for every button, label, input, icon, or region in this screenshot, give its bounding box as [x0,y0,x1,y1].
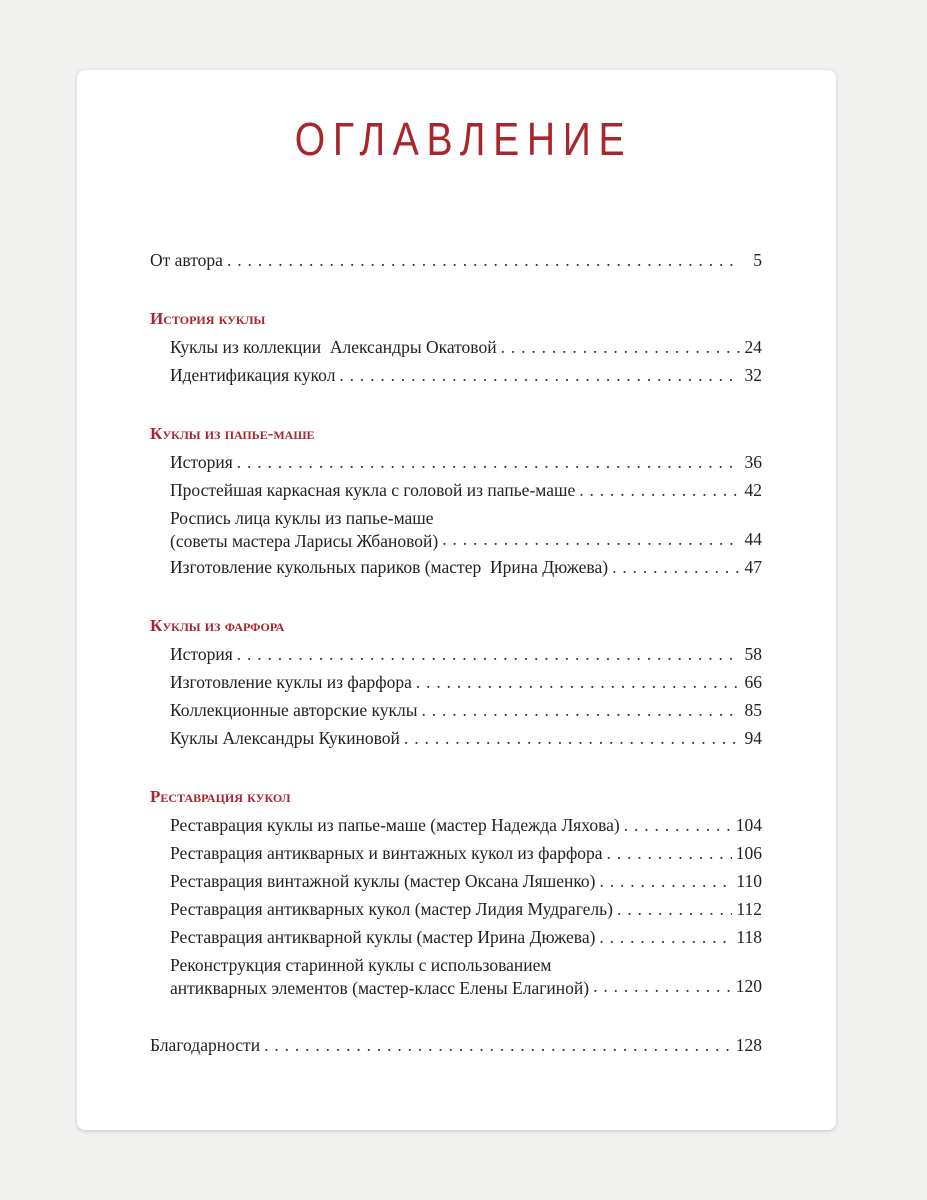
entry-label: Изготовление кукольных париков (мастер Ирина Дюжева) [170,557,609,577]
toc-entry[interactable] [150,246,762,274]
entry-page: 85 [744,700,762,720]
toc-entry[interactable] [150,476,762,504]
entry-label: Простейшая каркасная кукла с головой из папье-маше [170,480,576,500]
dot-leader [237,640,740,668]
entry-label: Реконструкция старинной куклы с использованием антикварных элементов (мастер-класс Елены Елагиной) [170,955,590,998]
entry-label: Коллекционные авторские куклы [170,700,418,720]
entry-label: Реставрация антикварной куклы (мастер Ирина Дюжева) [170,927,596,947]
dot-leader [624,811,732,839]
entry-page: 36 [744,452,762,472]
toc-entry[interactable] [150,504,762,553]
toc-entry[interactable] [150,923,762,951]
toc-section [150,305,762,389]
entry-label: Реставрация антикварных и винтажных кукол из фарфора [170,843,603,863]
entry-page: 106 [735,843,762,863]
entry-page: 44 [744,529,762,549]
dot-leader [501,333,740,361]
table-of-contents [150,246,762,1059]
entry-page: 66 [744,672,762,692]
section-heading[interactable]: Реставрация кукол [150,787,291,806]
entry-label: От автора [150,250,223,270]
entry-label: Реставрация антикварных кукол (мастер Лидия Мудрагель) [170,899,613,919]
dot-leader [237,448,740,476]
dot-leader [416,668,740,696]
entry-label: Реставрация винтажной куклы (мастер Оксана Ляшенко) [170,871,596,891]
dot-leader [264,1031,732,1059]
entry-page: 110 [736,871,762,891]
dot-leader [612,553,740,581]
entry-page: 42 [744,480,762,500]
dot-leader [600,867,733,895]
dot-leader [579,476,740,504]
entry-label: История [170,644,233,664]
toc-section [150,612,762,752]
dot-leader [593,972,732,1000]
toc-entry[interactable] [150,448,762,476]
entry-page: 128 [735,1035,762,1055]
section-heading[interactable]: История куклы [150,309,266,328]
toc-entry[interactable] [150,333,762,361]
dot-leader [599,923,732,951]
entry-page: 104 [735,815,762,835]
entry-page: 94 [744,728,762,748]
dot-leader [617,895,732,923]
toc-entry[interactable] [150,867,762,895]
entry-page: 32 [744,365,762,385]
toc-entry[interactable] [150,696,762,724]
entry-label: Куклы из коллекции Александры Окатовой [170,337,497,357]
toc-entry[interactable] [150,1031,762,1059]
dot-leader [421,696,740,724]
entry-page: 118 [736,927,762,947]
toc-outro [150,1031,762,1059]
entry-label: История [170,452,233,472]
section-heading[interactable]: Куклы из папье-маше [150,424,315,443]
toc-entry[interactable] [150,895,762,923]
entry-label: Куклы Александры Кукиновой [170,728,400,748]
dot-leader [404,724,740,752]
entry-page: 24 [744,337,762,357]
toc-entry[interactable] [150,553,762,581]
entry-label: Реставрация куклы из папье-маше (мастер Надежда Ляхова) [170,815,620,835]
toc-entry[interactable] [150,361,762,389]
entry-label: Благодарности [150,1035,261,1055]
page-title: ОГЛАВЛЕНИЕ [294,113,633,165]
dot-leader [607,839,732,867]
entry-label: Идентификация кукол [170,365,336,385]
entry-page: 58 [744,644,762,664]
entry-label: Изготовление куклы из фарфора [170,672,412,692]
toc-intro [150,246,762,274]
section-heading[interactable]: Куклы из фарфора [150,616,285,635]
toc-section [150,420,762,581]
toc-entry[interactable] [150,951,762,1000]
toc-section [150,783,762,1000]
entry-page: 5 [753,250,762,270]
entry-label: Роспись лица куклы из папье-маше (советы мастера Ларисы Жбановой) [170,508,439,551]
toc-entry[interactable] [150,640,762,668]
dot-leader [442,525,740,553]
entry-page: 120 [735,976,762,996]
entry-page: 47 [744,557,762,577]
toc-entry[interactable] [150,668,762,696]
toc-entry[interactable] [150,839,762,867]
toc-entry[interactable] [150,811,762,839]
entry-page: 112 [736,899,762,919]
dot-leader [339,361,740,389]
toc-entry[interactable] [150,724,762,752]
dot-leader [227,246,740,274]
